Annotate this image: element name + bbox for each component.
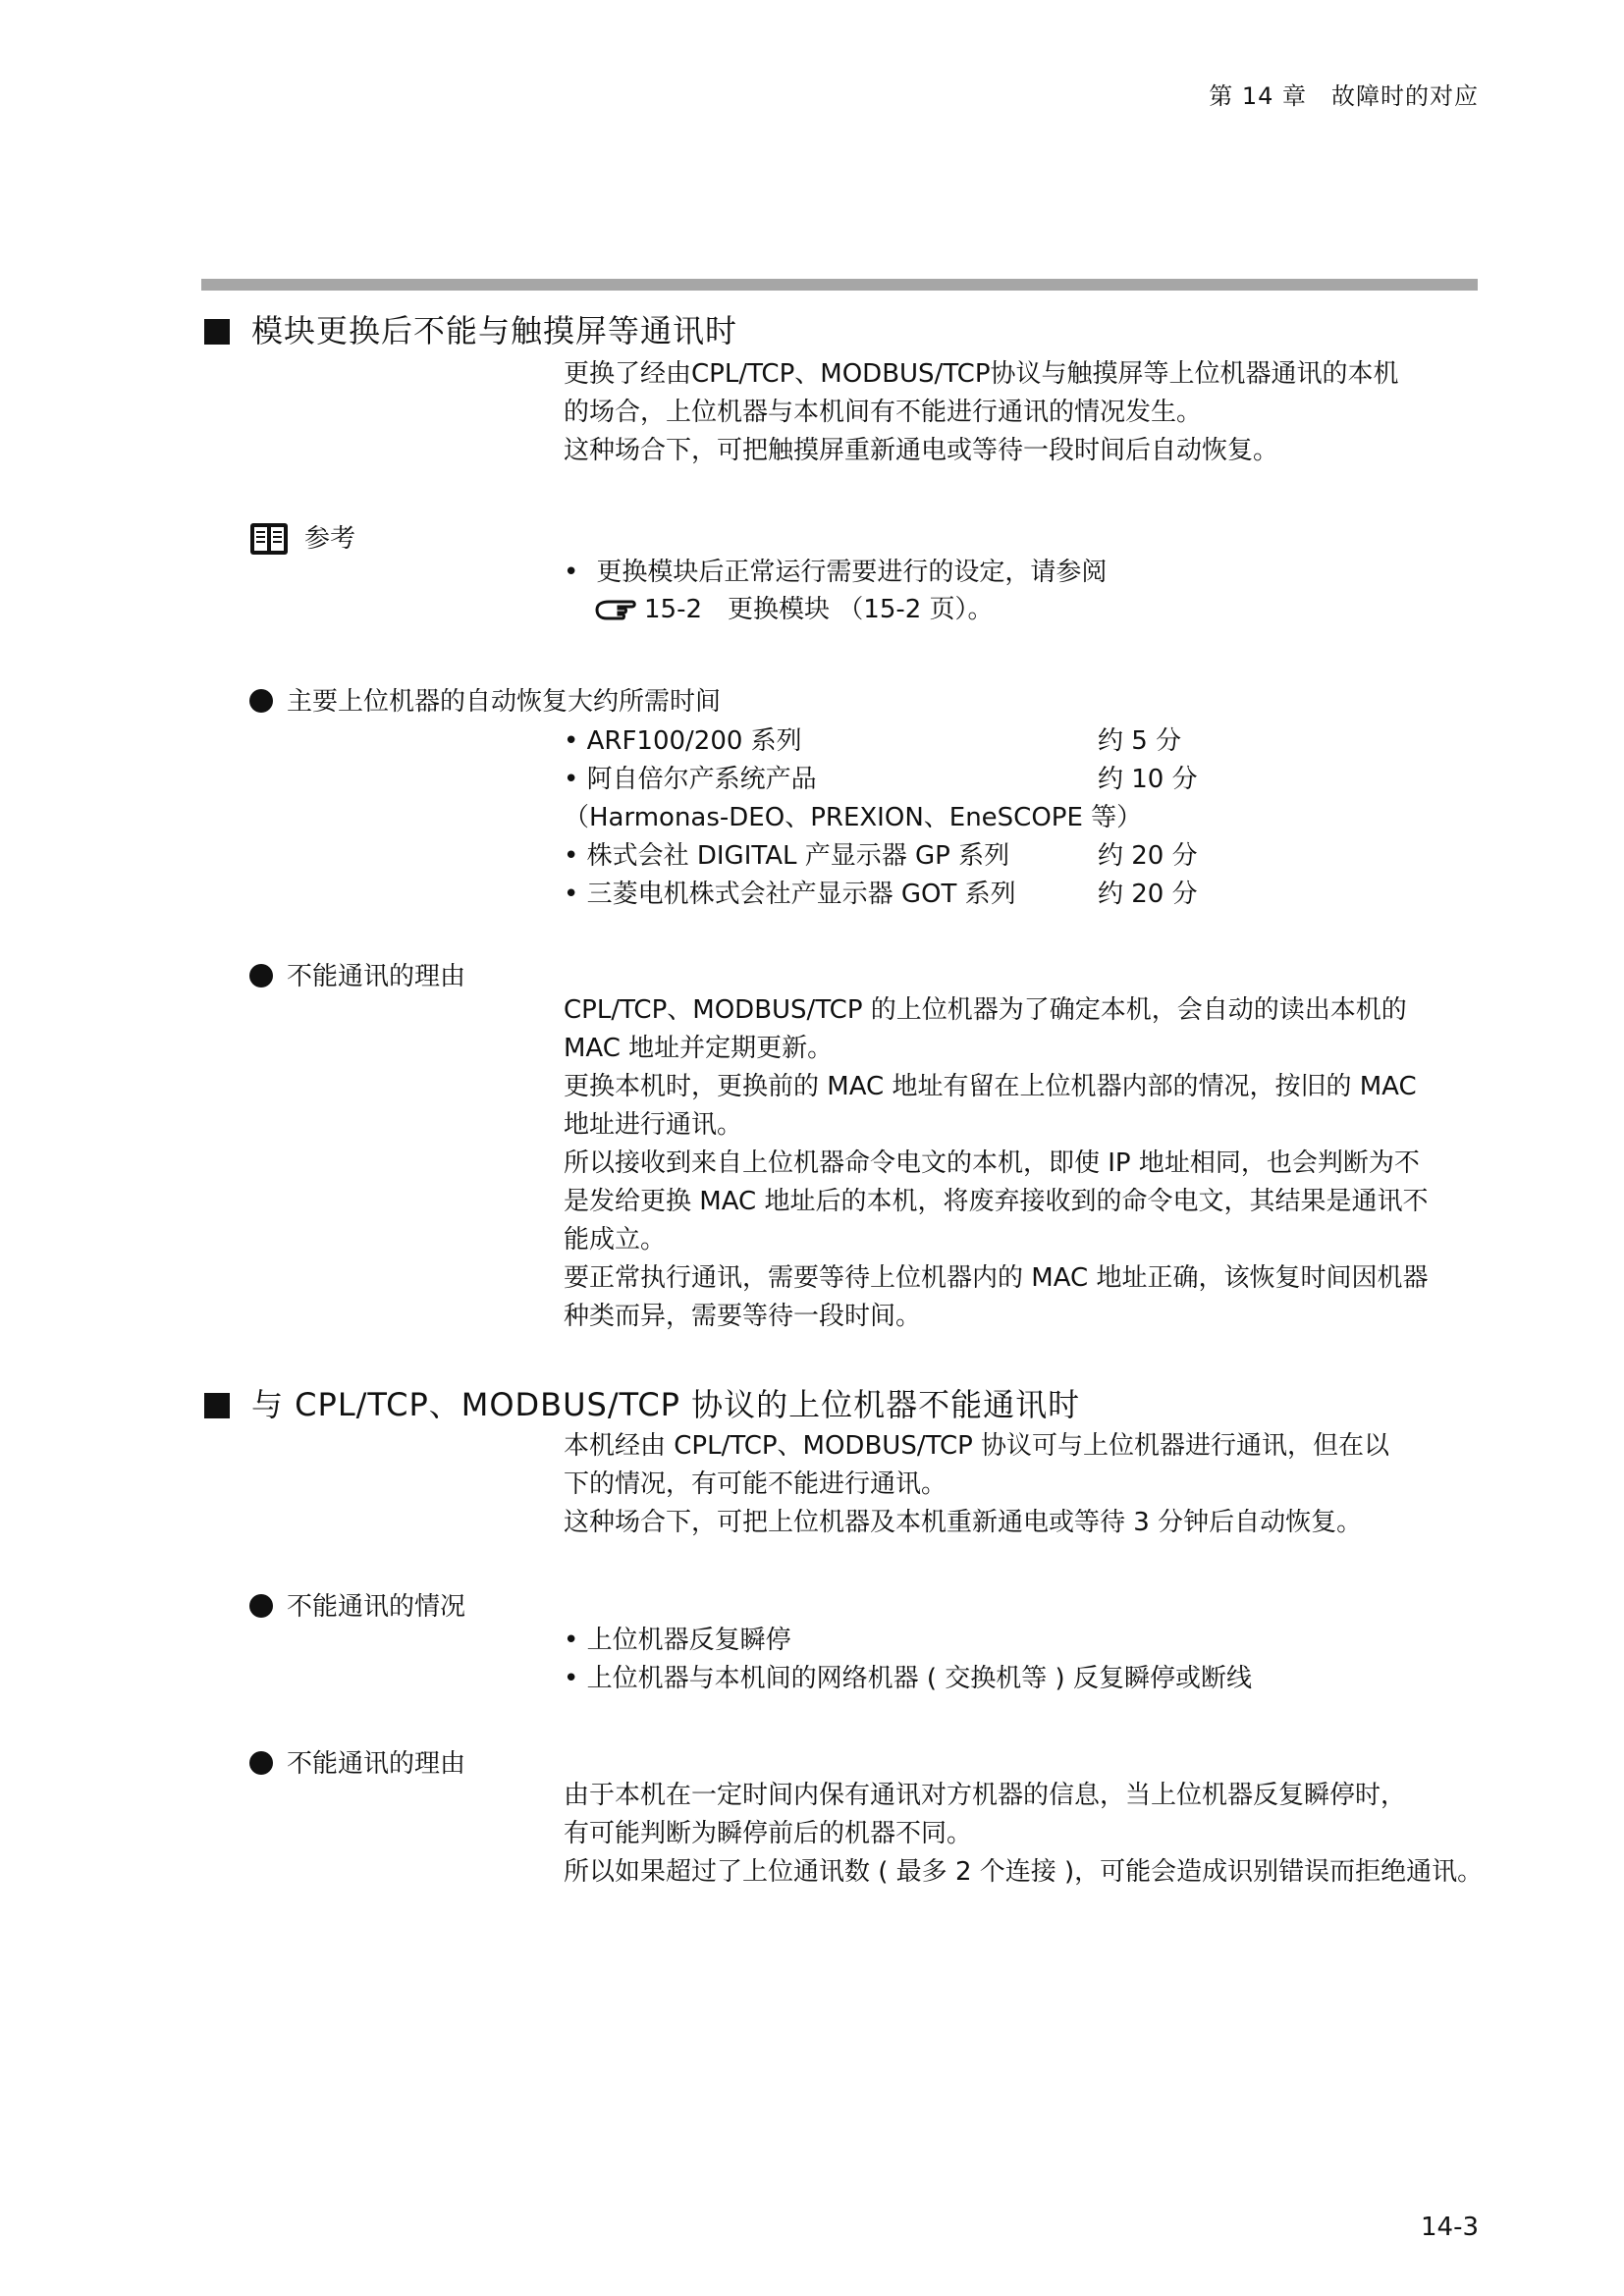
- recovery-row: • 阿自倍尔产系统产品: [564, 765, 817, 794]
- square-bullet-icon: [204, 1393, 230, 1418]
- circle-bullet-icon: [249, 689, 273, 713]
- reference-label: 参考: [249, 518, 355, 557]
- reason-heading-2: 不能通讯的理由: [249, 1743, 465, 1780]
- pointing-hand-icon: [595, 596, 636, 621]
- recovery-time: 约 20 分: [1098, 841, 1198, 871]
- recovery-heading: 主要上位机器的自动恢复大约所需时间: [249, 681, 721, 718]
- book-icon: [249, 521, 289, 557]
- cases-list: [564, 1622, 1252, 1698]
- section1-intro: 更换了经由CPL/TCP、MODBUS/TCP协议与触摸屏等上位机器通讯的本机 的场合，上位机器与本机间有不能进行通讯的情况发生。 这种场合下，可把触摸屏重新通电或等待一段时间后自动恢复。: [564, 359, 1399, 465]
- section-title-1: 模块更换后不能与触摸屏等通讯时: [204, 306, 737, 351]
- square-bullet-icon: [204, 319, 230, 345]
- recovery-time: 约 20 分: [1098, 880, 1198, 909]
- list-item: • 上位机器反复瞬停: [564, 1626, 791, 1655]
- reference-link[interactable]: 15-2 更换模块 （15-2 页）。: [595, 589, 994, 625]
- chapter-header: 第 14 章 故障时的对应: [1209, 82, 1479, 110]
- circle-bullet-icon: [249, 1751, 273, 1775]
- recovery-row: • 三菱电机株式会社产显示器 GOT 系列: [564, 880, 1016, 909]
- circle-bullet-icon: [249, 964, 273, 988]
- recovery-time: 约 10 分: [1098, 765, 1198, 794]
- recovery-row: • 株式会社 DIGITAL 产显示器 GP 系列: [564, 841, 1010, 871]
- reason-body-1: CPL/TCP、MODBUS/TCP 的上位机器为了确定本机，会自动的读出本机的 MAC 地址并定期更新。 更换本机时，更换前的 MAC 地址有留在上位机器内部的情况，按旧的 MAC 地址进行通讯。 所以接收到来自上位机器命令电文的本机，即使 IP 地址相同，也会判断为不 是发给更换 MAC 地址后的本机，将废弃接收到的命令电文，其结果是通讯不 能成立。 要正常执行通讯，需要等待上位机器内的 MAC 地址正确，该恢复时间因机器 种类而异，需要等待一段时间。: [564, 995, 1429, 1331]
- section2-intro: 本机经由 CPL/TCP、MODBUS/TCP 协议可与上位机器进行通讯，但在以 下的情况，有可能不能进行通讯。 这种场合下，可把上位机器及本机重新通电或等待 3 分钟后自动恢复。: [564, 1431, 1390, 1537]
- reason-body-2: 由于本机在一定时间内保有通讯对方机器的信息，当上位机器反复瞬停时， 有可能判断为瞬停前后的机器不同。 所以如果超过了上位通讯数 ( 最多 2 个连接 )，可能会造成识别错误而拒绝通讯。: [564, 1781, 1484, 1887]
- recovery-time: 约 5 分: [1098, 726, 1182, 756]
- page-number: 14-3: [1420, 2213, 1479, 2242]
- recovery-row: （Harmonas-DEO、PREXION、EneSCOPE 等）: [564, 803, 1143, 832]
- list-item: • 上位机器与本机间的网络机器 ( 交换机等 ) 反复瞬停或断线: [564, 1664, 1252, 1693]
- cases-heading: 不能通讯的情况: [249, 1586, 465, 1623]
- circle-bullet-icon: [249, 1594, 273, 1618]
- reason-heading-1: 不能通讯的理由: [249, 956, 465, 992]
- section-title-2: 与 CPL/TCP、MODBUS/TCP 协议的上位机器不能通讯时: [204, 1380, 1080, 1425]
- reference-text: • 更换模块后正常运行需要进行的设定，请参阅: [564, 558, 1108, 587]
- section-divider: [201, 279, 1478, 291]
- recovery-row: • ARF100/200 系列: [564, 726, 802, 756]
